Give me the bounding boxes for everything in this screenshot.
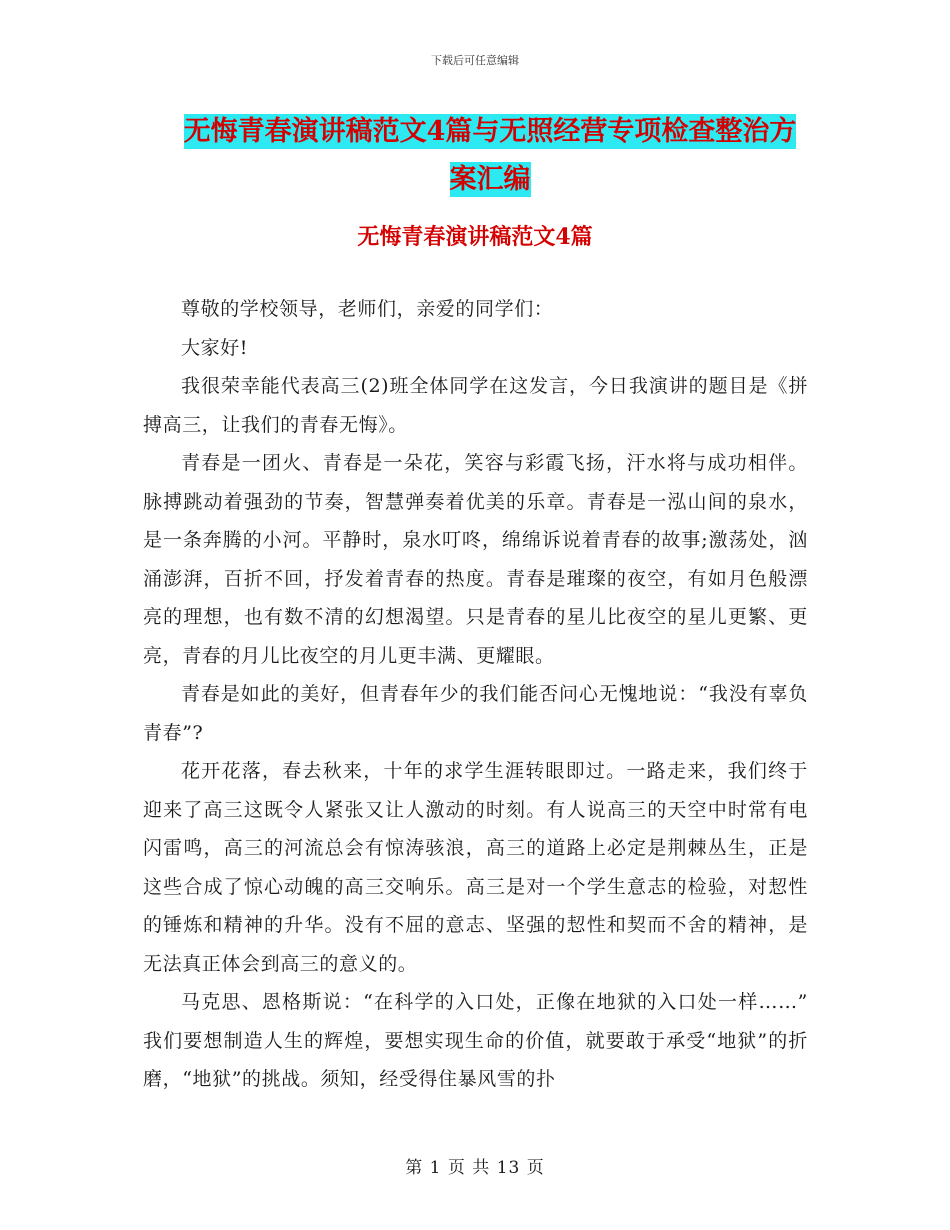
paragraph: 青春是一团火、青春是一朵花，笑容与彩霞飞扬，汗水将与成功相伴。脉搏跳动着强劲的节奏，智慧弹奏着优美的乐章。青春是一泓山间的泉水，是一条奔腾的小河。平静时，泉水叮咚，绵绵诉说着青春的故事;激荡处，汹涌澎湃，百折不回，抒发着青春的热度。青春是璀璨的夜空，有如月色般漂亮的理想，也有数不清的幻想渴望。只是青春的星儿比夜空的星儿更繁、更亮，青春的月儿比夜空的月儿更丰满、更耀眼。: [143, 452, 808, 667]
document-title-line1: 无悔青春演讲稿范文4篇与无照经营专项检查整治方: [183, 116, 797, 147]
paragraph-greeting: 大家好!: [181, 336, 249, 359]
paragraph: 花开花落，春去秋来，十年的求学生涯转眼即过。一路走来，我们终于迎来了高三这既令人紧张又让人激动的时刻。有人说高三的天空中时常有电闪雷鸣，高三的河流总会有惊涛骇浪，高三的道路上必定是荆棘丛生，正是这些合成了惊心动魄的高三交响乐。高三是对一个学生意志的检验，对恝性的锤炼和精神的升华。没有不屈的意志、坚强的恝性和契而不舍的精神，是无法真正体会到高三的意义的。: [143, 760, 808, 975]
document-title: [140, 108, 840, 204]
paragraph: 青春是如此的美好，但青春年少的我们能否问心无愧地说：“我没有辜负青春”?: [143, 683, 808, 744]
document-body: [143, 290, 808, 1099]
paragraph: 我很荣幸能代表高三(2)班全体同学在这发言，今日我演讲的题目是《拼搏高三，让我们的青春无悔》。: [143, 375, 808, 436]
paragraph-salutation: 尊敬的学校领导，老师们，亲爱的同学们：: [181, 298, 554, 320]
page-header-note: 下载后可任意编辑: [431, 54, 519, 67]
page-number-footer: 第 1 页 共 13 页: [405, 1158, 545, 1178]
section-subtitle: 无悔青春演讲稿范文4篇: [357, 224, 593, 250]
paragraph: 马克思、恩格斯说：“在科学的入口处，正像在地狱的入口处一样……” 我们要想制造人生的辉煌，要想实现生命的价值，就要敢于承受“地狱”的折磨，“地狱”的挑战。须知，经受得住暴风雪的扑: [143, 991, 808, 1090]
document-title-line2: 案汇编: [449, 164, 531, 195]
